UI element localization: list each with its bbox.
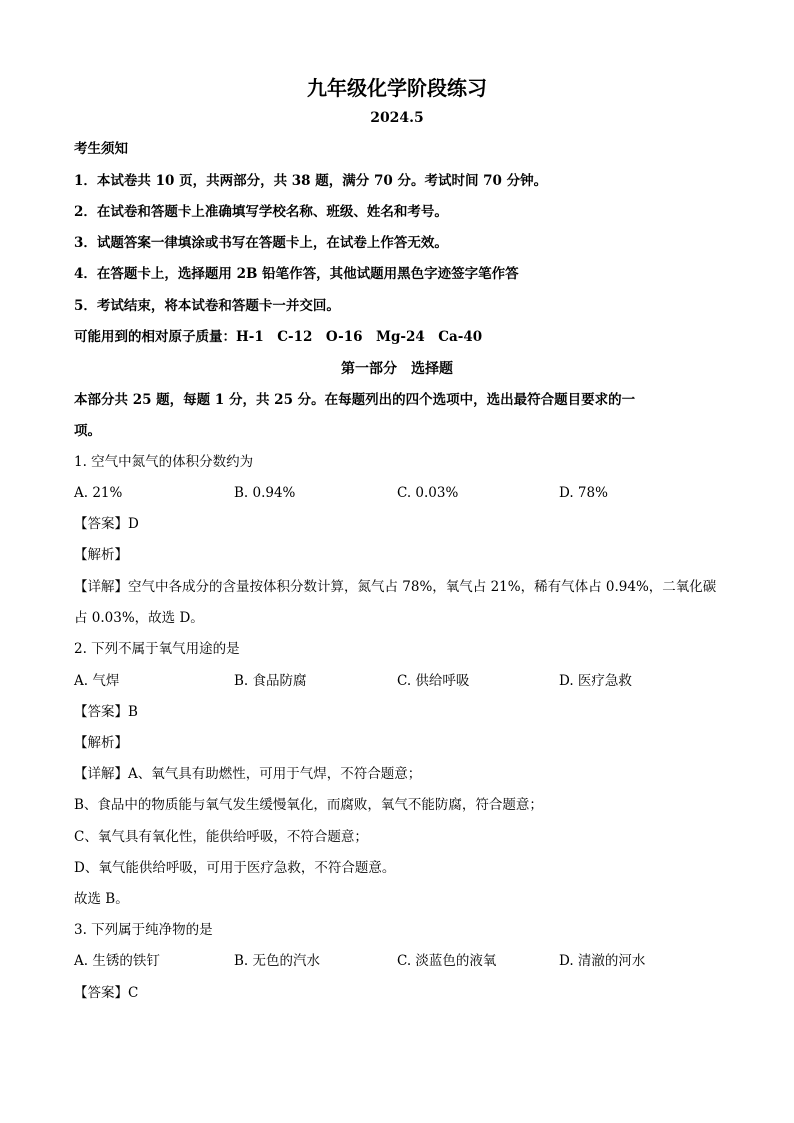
option-c: C. 0.03% <box>397 485 459 501</box>
notice-item: 4．在答题卡上，选择题用 2B 铅笔作答，其他试题用黑色字迹签字笔作答 <box>74 266 519 282</box>
answer: 【答案】B <box>74 704 138 720</box>
detail-line: C、氧气具有氧化性，能供给呼吸，不符合题意； <box>74 829 368 845</box>
analysis-label: 【解析】 <box>74 735 128 751</box>
option-b: B. 0.94% <box>234 485 296 501</box>
notice-item: 3．试题答案一律填涂或书写在答题卡上，在试卷上作答无效。 <box>74 235 448 251</box>
option-c: C. 供给呼吸 <box>397 673 470 689</box>
notice-item: 5．考试结束，将本试卷和答题卡一并交回。 <box>74 298 340 314</box>
answer: 【答案】C <box>74 985 139 1001</box>
answer: 【答案】D <box>74 516 139 532</box>
notice-heading: 考生须知 <box>74 141 128 157</box>
detail-line: B、食品中的物质能与氧气发生缓慢氧化，而腐败，氧气不能防腐，符合题意； <box>74 797 543 813</box>
notice-item: 1．本试卷共 10 页，共两部分，共 38 题，满分 70 分。考试时间 70 分钟。 <box>74 173 548 189</box>
question-stem: 3. 下列属于纯净物的是 <box>74 922 213 938</box>
notice-item: 2．在试卷和答题卡上准确填写学校名称、班级、姓名和考号。 <box>74 204 448 220</box>
option-a: A. 气焊 <box>74 673 120 689</box>
option-d: D. 医疗急救 <box>559 673 632 689</box>
option-b: B. 无色的汽水 <box>234 953 321 969</box>
detail-line: 【详解】空气中各成分的含量按体积分数计算，氮气占 78%，氧气占 21%，稀有气体占 0.94%，二氧化碳 <box>74 579 717 595</box>
option-a: A. 生锈的铁钉 <box>74 953 160 969</box>
section-intro: 本部分共 25 题，每题 1 分，共 25 分。在每题列出的四个选项中，选出最符合题目要求的一 <box>74 392 636 408</box>
section-intro: 项。 <box>74 423 101 439</box>
atomic-mass: 可能用到的相对原子质量：H-1 C-12 O-16 Mg-24 Ca-40 <box>74 329 483 345</box>
question-stem: 2. 下列不属于氧气用途的是 <box>74 641 240 657</box>
section-title: 第一部分 选择题 <box>341 361 453 377</box>
detail-line: 占 0.03%，故选 D。 <box>74 610 204 626</box>
page-title: 九年级化学阶段练习 <box>307 76 487 100</box>
analysis-label: 【解析】 <box>74 547 128 563</box>
option-d: D. 78% <box>559 485 608 501</box>
option-d: D. 清澈的河水 <box>559 953 646 969</box>
option-a: A. 21% <box>74 485 123 501</box>
detail-line: 故选 B。 <box>74 891 129 907</box>
option-b: B. 食品防腐 <box>234 673 307 689</box>
exam-date: 2024.5 <box>370 110 424 126</box>
detail-line: D、氧气能供给呼吸，可用于医疗急救，不符合题意。 <box>74 860 396 876</box>
detail-line: 【详解】A、氧气具有助燃性，可用于气焊，不符合题意； <box>74 766 422 782</box>
option-c: C. 淡蓝色的液氧 <box>397 953 497 969</box>
question-stem: 1. 空气中氮气的体积分数约为 <box>74 454 254 470</box>
